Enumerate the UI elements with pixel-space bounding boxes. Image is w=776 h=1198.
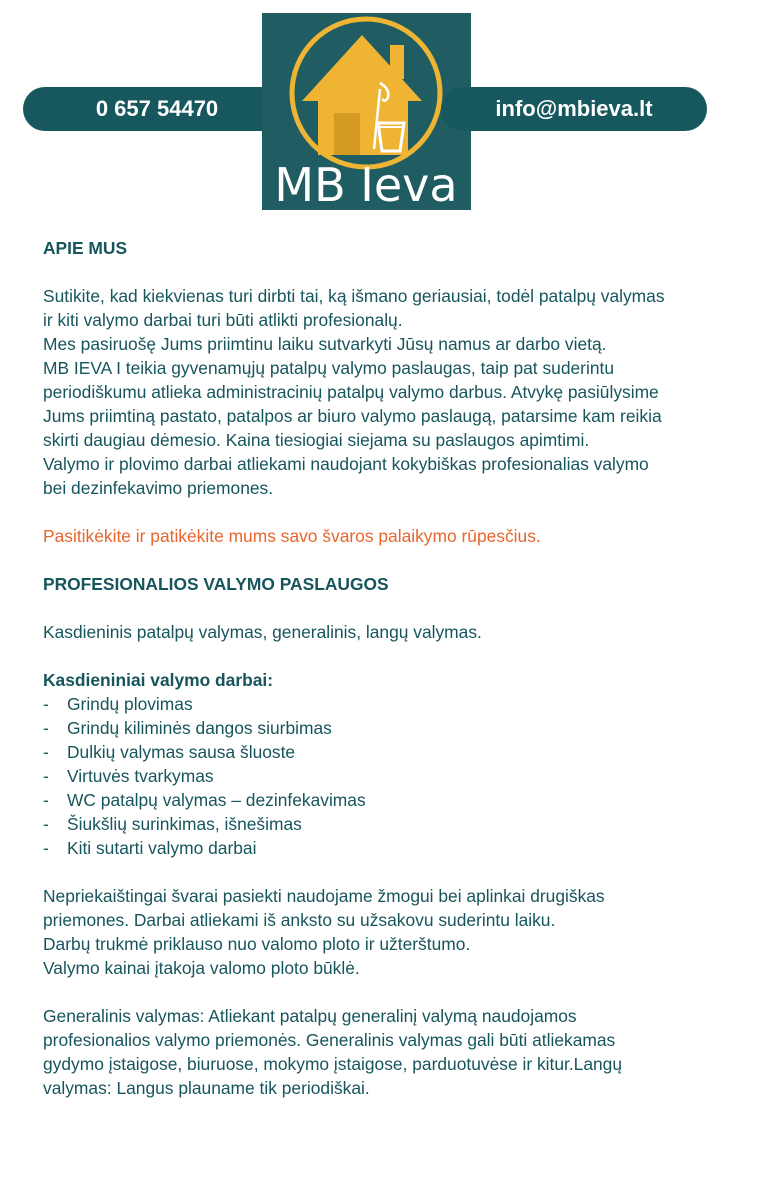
general-cleaning-line: Generalinis valymas: Atliekant patalpų generalinį valymą naudojamos bbox=[43, 1006, 577, 1026]
about-title: APIE MUS bbox=[43, 238, 128, 258]
list-item: - Dulkių valymas sausa šluoste bbox=[43, 742, 296, 762]
services-title: PROFESIONALIOS VALYMO PASLAUGOS bbox=[43, 574, 389, 594]
company-logo bbox=[262, 13, 471, 210]
phone-button[interactable]: 0 657 54470 bbox=[23, 87, 291, 131]
about-line: Mes pasiruošę Jums priimtinu laiku sutvarkyti Jūsų namus ar darbo vietą. bbox=[43, 334, 607, 354]
notes-line: Nepriekaištingai švarai pasiekti naudojame žmogui bei aplinkai drugiškas bbox=[43, 886, 605, 906]
notes-line: priemones. Darbai atliekami iš anksto su užsakovu suderintu laiku. bbox=[43, 910, 556, 930]
about-line: periodiškumu atlieka administracinių patalpų valymo darbus. Atvykę pasiūlysime bbox=[43, 382, 659, 402]
list-item: - WC patalpų valymas – dezinfekavimas bbox=[43, 790, 366, 810]
notes-line: Valymo kainai įtakoja valomo ploto būklė. bbox=[43, 958, 360, 978]
list-item: - Grindų kiliminės dangos siurbimas bbox=[43, 718, 332, 738]
list-item: - Virtuvės tvarkymas bbox=[43, 766, 214, 786]
notes-line: Darbų trukmė priklauso nuo valomo ploto ir užterštumo. bbox=[43, 934, 471, 954]
general-cleaning-line: profesionalios valymo priemonės. Generalinis valymas gali būti atliekamas bbox=[43, 1030, 616, 1050]
general-cleaning-line: valymas: Langus plauname tik periodiškai. bbox=[43, 1078, 370, 1098]
list-item: - Kiti sutarti valymo darbai bbox=[43, 838, 257, 858]
about-line: Sutikite, kad kiekvienas turi dirbti tai, ką išmano geriausiai, todėl patalpų valymas bbox=[43, 286, 665, 306]
list-item: - Grindų plovimas bbox=[43, 694, 193, 714]
about-line: Valymo ir plovimo darbai atliekami naudojant kokybiškas profesionalias valymo bbox=[43, 454, 649, 474]
about-line: bei dezinfekavimo priemones. bbox=[43, 478, 274, 498]
daily-cleaning-title: Kasdieniniai valymo darbai: bbox=[43, 670, 274, 690]
house-logo-icon bbox=[262, 13, 471, 210]
email-button[interactable]: info@mbieva.lt bbox=[441, 87, 707, 131]
about-line: skirti daugiau dėmesio. Kaina tiesiogiai siejama su paslaugos apimtimi. bbox=[43, 430, 590, 450]
logo-text: MB Ieva bbox=[274, 158, 458, 210]
main-content bbox=[43, 236, 768, 1100]
about-line: ir kiti valymo darbai turi būti atlikti profesionalų. bbox=[43, 310, 403, 330]
services-intro: Kasdieninis patalpų valymas, generalinis, langų valymas. bbox=[43, 622, 482, 642]
about-line: MB IEVA I teikia gyvenamųjų patalpų valymo paslaugas, taip pat suderintu bbox=[43, 358, 614, 378]
list-item: - Šiukšlių surinkimas, išnešimas bbox=[43, 814, 302, 834]
trust-highlight: Pasitikėkite ir patikėkite mums savo švaros palaikymo rūpesčius. bbox=[43, 526, 541, 546]
about-line: Jums priimtiną pastato, patalpos ar biuro valymo paslaugą, patarsime kam reikia bbox=[43, 406, 662, 426]
general-cleaning-line: gydymo įstaigose, biuruose, mokymo įstaigose, parduotuvėse ir kitur.Langų bbox=[43, 1054, 623, 1074]
